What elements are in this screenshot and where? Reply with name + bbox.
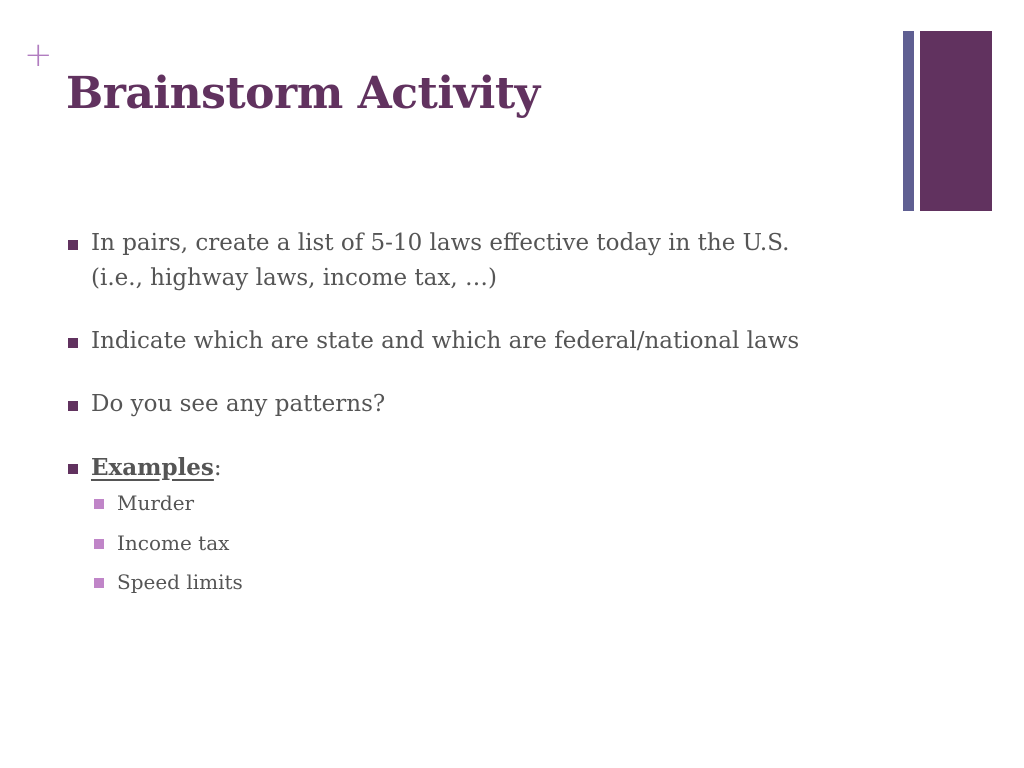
examples-label: Examples bbox=[91, 454, 214, 481]
square-bullet-icon bbox=[94, 578, 104, 588]
sub-item-murder bbox=[91, 490, 896, 516]
sub-item-text: Income tax bbox=[117, 530, 230, 555]
decorative-bar-thin bbox=[903, 31, 914, 211]
square-bullet-icon bbox=[68, 338, 78, 348]
bullet-text-line-2: (i.e., highway laws, income tax, …) bbox=[91, 265, 497, 291]
bullet-item-2 bbox=[66, 324, 896, 359]
slide-title: Brainstorm Activity bbox=[66, 68, 540, 119]
sub-item-text: Murder bbox=[117, 491, 195, 515]
square-bullet-icon bbox=[94, 499, 104, 509]
examples-colon: : bbox=[213, 455, 222, 481]
examples-sub-list bbox=[91, 490, 896, 595]
bullet-item-3 bbox=[66, 387, 896, 422]
plus-icon: + bbox=[24, 35, 53, 75]
square-bullet-icon bbox=[68, 401, 78, 411]
sub-item-speed-limits bbox=[91, 569, 896, 595]
bullet-text: Do you see any patterns? bbox=[91, 391, 386, 417]
square-bullet-icon bbox=[68, 240, 78, 250]
bullet-text: Indicate which are state and which are federal/national laws bbox=[91, 328, 800, 354]
decorative-bar-thick bbox=[920, 31, 992, 211]
sub-item-income-tax bbox=[91, 530, 896, 556]
bullet-text-line-1: In pairs, create a list of 5-10 laws effective today in the U.S. bbox=[91, 230, 790, 256]
bullet-list bbox=[66, 226, 896, 623]
square-bullet-icon bbox=[68, 464, 78, 474]
sub-item-text: Speed limits bbox=[117, 570, 243, 594]
bullet-item-examples bbox=[66, 450, 896, 595]
square-bullet-icon bbox=[94, 539, 104, 549]
bullet-item-1 bbox=[66, 226, 896, 296]
